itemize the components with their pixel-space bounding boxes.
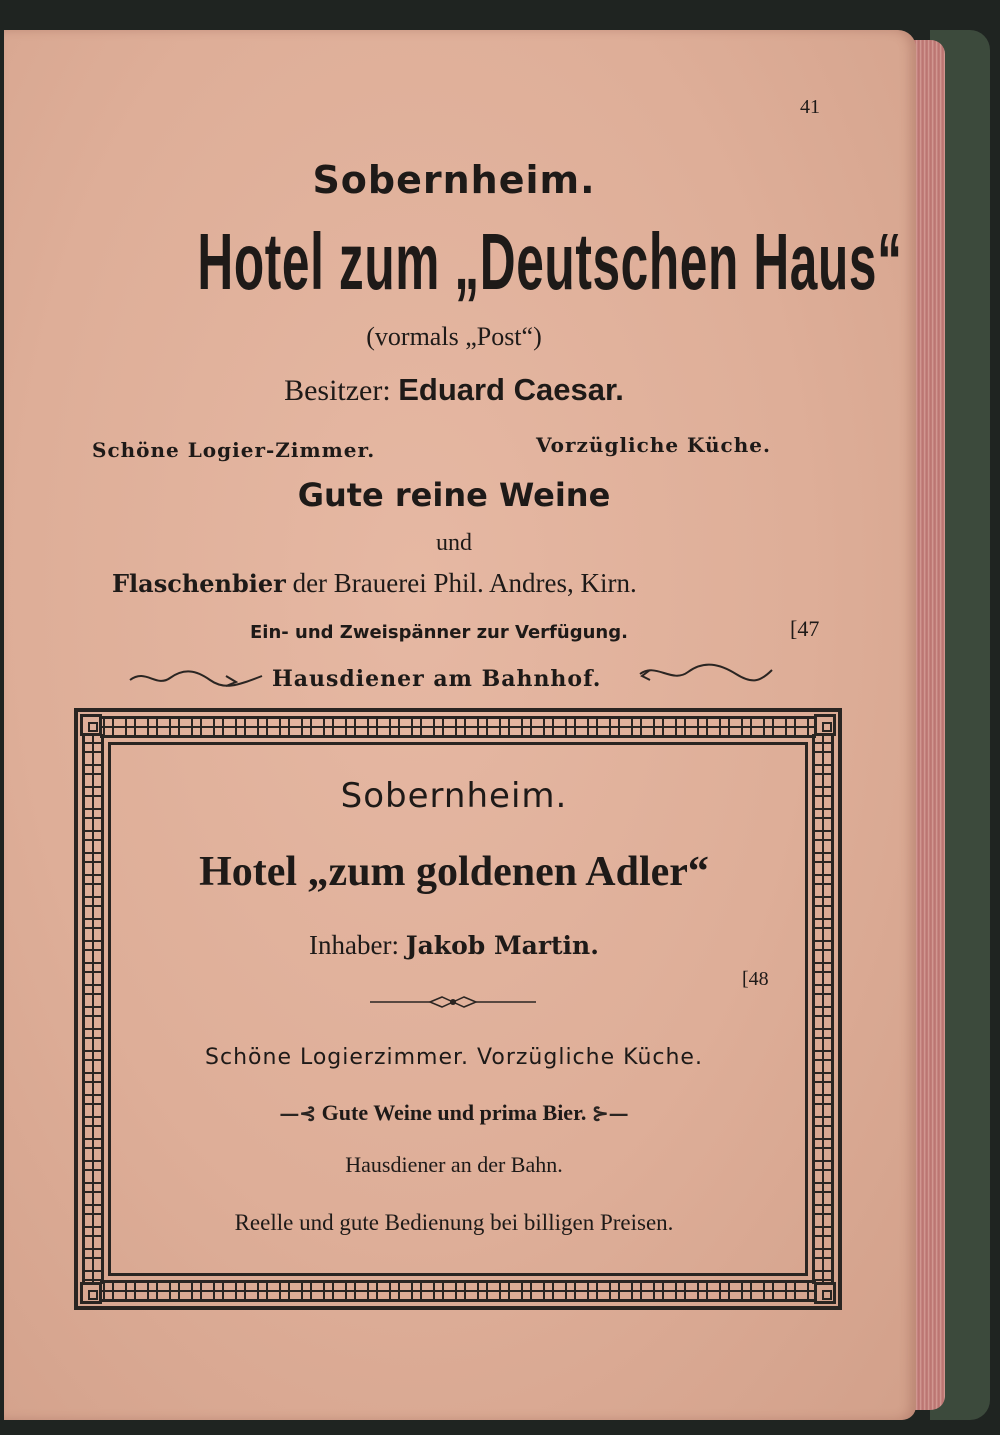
ad1-und: und — [436, 530, 472, 556]
ad2-wines-line — [4, 1100, 904, 1126]
ad2-porter: Hausdiener an der Bahn. — [345, 1152, 563, 1177]
frame-corner-icon — [814, 714, 836, 736]
ad2-wines: Gute Weine und prima Bier. — [321, 1100, 587, 1125]
ad1-beer-text: der Brauerei Phil. Andres, Kirn. — [292, 568, 637, 598]
ad2-owner-label: Inhaber: — [309, 930, 399, 960]
ad1-kitchen: Vorzügliche Küche. — [536, 433, 771, 457]
ad1-left-flourish-icon — [126, 666, 266, 690]
frame-left-border — [82, 734, 104, 1284]
ad2-owner-name: Jakob Martin. — [405, 931, 599, 960]
frame-top-border — [100, 716, 816, 738]
ad1-owner-name: Eduard Caesar. — [398, 372, 624, 407]
ad1-formerly: (vormals „Post“) — [366, 322, 542, 351]
ad1-city: Sobernheim. — [312, 158, 596, 202]
ad2-owner — [4, 930, 904, 961]
ad1-rooms: Schöne Logier-Zimmer. — [92, 438, 376, 462]
ad1-beer-label: Flaschenbier — [112, 569, 286, 598]
ad2-reference: [48 — [742, 968, 769, 990]
right-dash-ornament-icon: ⊱— — [591, 1101, 629, 1125]
frame-corner-icon — [80, 714, 102, 736]
ad1-owner — [4, 372, 904, 408]
frame-bottom-border — [100, 1280, 816, 1302]
frame-corner-icon — [80, 1282, 102, 1304]
page-number: 41 — [800, 96, 820, 118]
ad1-reference: [47 — [790, 616, 820, 641]
ad2-city: Sobernheim. — [340, 776, 568, 816]
book-page — [4, 30, 916, 1420]
ad2-amenities: Schöne Logierzimmer. Vorzügliche Küche. — [205, 1045, 703, 1070]
ad2-hotel-name: Hotel „zum goldenen Adler“ — [199, 849, 709, 895]
frame-inner-rule — [108, 742, 808, 1276]
ad2-ornament-rule-icon — [370, 995, 536, 1009]
frame-right-border — [812, 734, 834, 1284]
frame-corner-icon — [814, 1282, 836, 1304]
ad1-owner-label: Besitzer: — [284, 374, 391, 407]
ad1-beer — [112, 568, 637, 599]
left-dash-ornament-icon: —⊰ — [279, 1101, 317, 1125]
ad1-carriages: Ein- und Zweispänner zur Verfügung. — [250, 622, 628, 643]
ad1-hotel-name: Hotel zum „Deutschen Haus“ — [197, 217, 903, 306]
ad2-service: Reelle und gute Bedienung bei billigen Preisen. — [234, 1210, 674, 1235]
ad1-porter: Hausdiener am Bahnhof. — [272, 666, 602, 692]
ad1-wines: Gute reine Weine — [297, 476, 611, 514]
ad1-right-flourish-icon — [636, 662, 776, 686]
